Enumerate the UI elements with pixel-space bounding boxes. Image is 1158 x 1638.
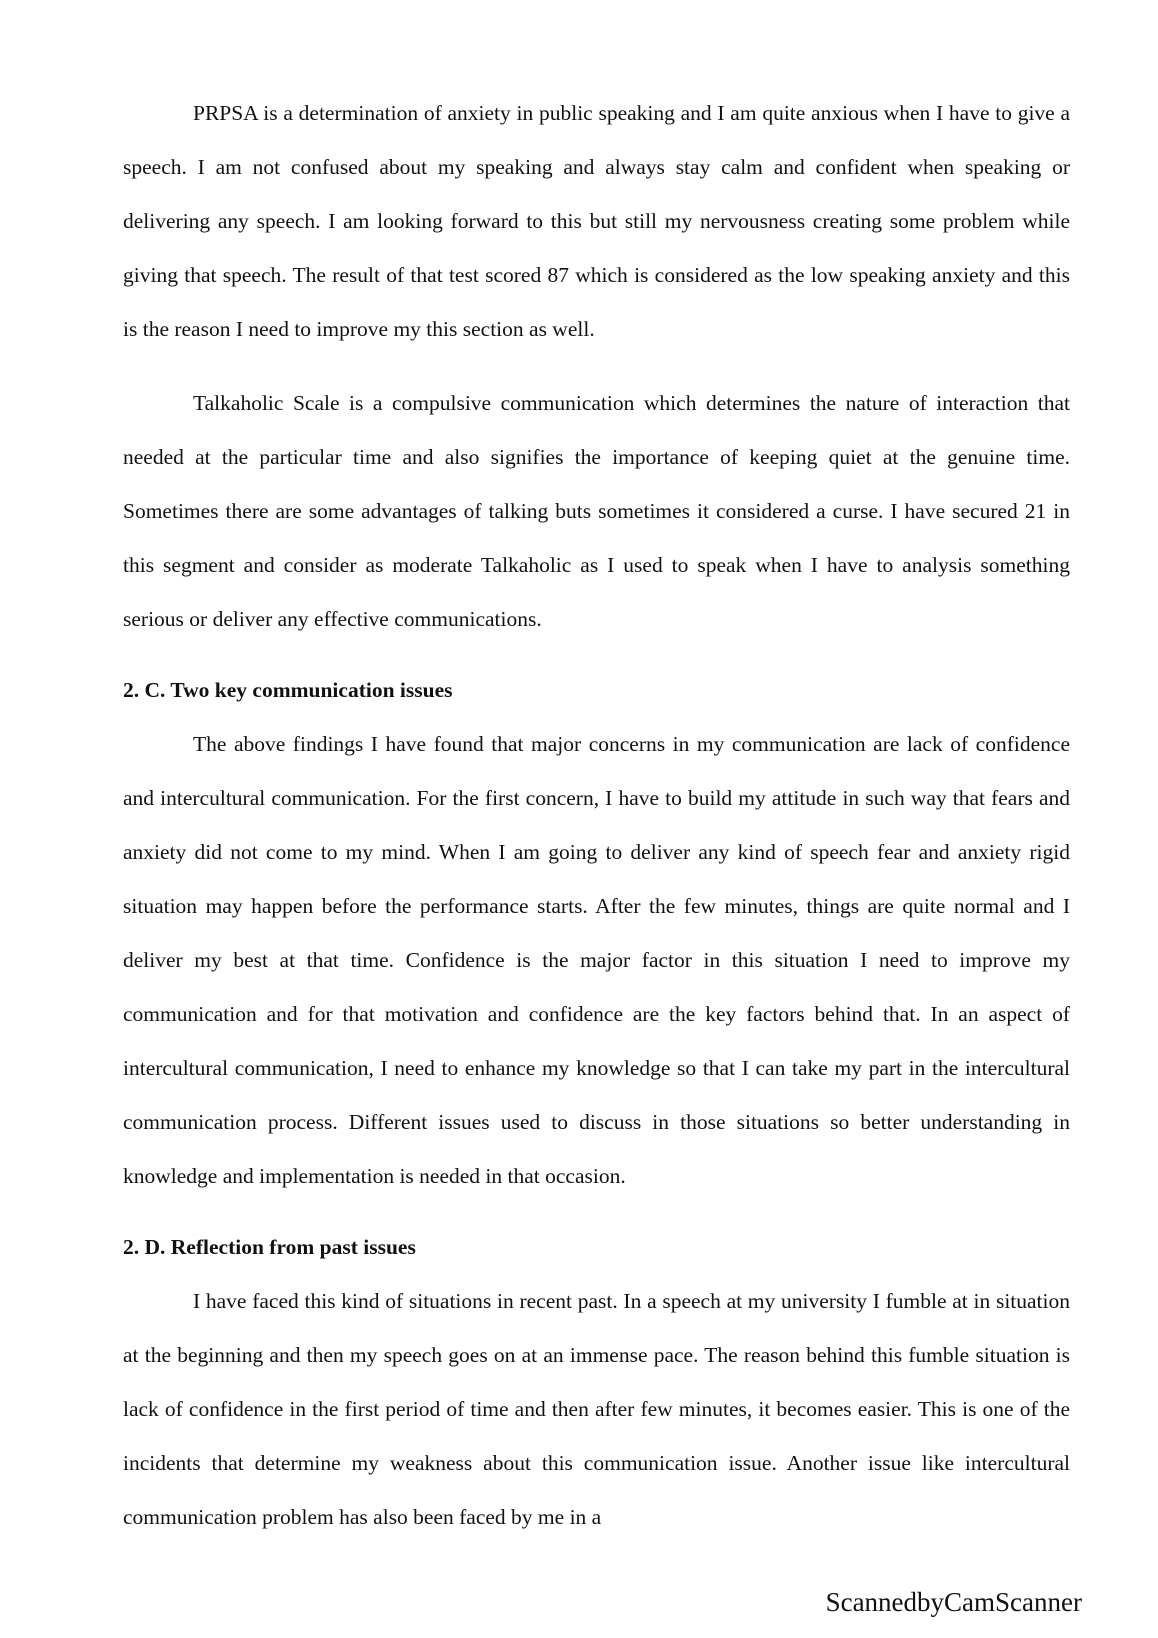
paragraph-prpsa: PRPSA is a determination of anxiety in public speaking and I am quite anxious when I have to give a speech. I am not confused about my speaking and always stay calm and confident when speaking or delivering any speech. I am looking forward to this but still my nervousness creating some problem while giving that speech. The result of that test scored 87 which is considered as the low speaking anxiety and this is the reason I need to improve my this section as well.: [123, 101, 1070, 341]
paragraph-key-issues: The above findings I have found that major concerns in my communication are lack of confidence and intercultural communication. For the first concern, I have to build my attitude in such way that fears and anxiety did not come to my mind. When I am going to deliver any kind of speech fear and anxiety rigid situation may happen before the performance starts. After the few minutes, things are quite normal and I deliver my best at that time. Confidence is the major factor in this situation I need to improve my communication and for that motivation and confidence are the key factors behind that. In an aspect of intercultural communication, I need to enhance my knowledge so that I can take my part in the intercultural communication process. Different issues used to discuss in those situations so better understanding in knowledge and implementation is needed in that occasion.: [123, 732, 1070, 1188]
paragraph-reflection: I have faced this kind of situations in recent past. In a speech at my university I fumble at in situation at the beginning and then my speech goes on at an immense pace. The reason behind this fumble situation is lack of confidence in the first period of time and then after few minutes, it becomes easier. This is one of the incidents that determine my weakness about this communication issue. Another issue like intercultural communication problem has also been faced by me in a: [123, 1289, 1070, 1529]
camscanner-watermark: ScannedbyCamScanner: [825, 1587, 1082, 1617]
section-heading-d: 2. D. Reflection from past issues: [123, 1235, 416, 1259]
document-page: [123, 86, 1070, 1544]
paragraph-talkaholic: Talkaholic Scale is a compulsive communication which determines the nature of interaction that needed at the particular time and also signifies the importance of keeping quiet at the genuine time. Sometimes there are some advantages of talking buts sometimes it considered a curse. I have secured 21 in this segment and consider as moderate Talkaholic as I used to speak when I have to analysis something serious or deliver any effective communications.: [123, 391, 1070, 631]
section-heading-c: 2. C. Two key communication issues: [123, 678, 453, 702]
